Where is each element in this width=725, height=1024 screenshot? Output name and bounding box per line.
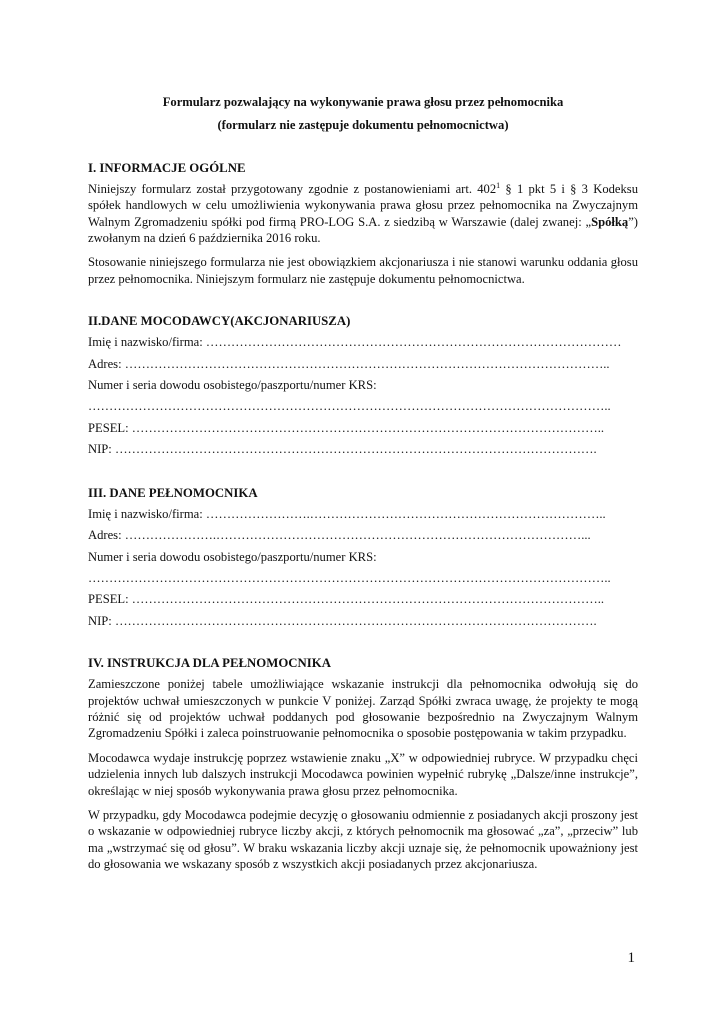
section-4-paragraph-2: Mocodawca wydaje instrukcję poprzez wstawienie znaku „X” w odpowiedniej rubryce. W przypadku chęci udzielenia innych lub dalszych instrukcji Mocodawca powinien wypełnić rubrykę „Dalsze/inne instrukcje”, określając w niej sposób wykonywania prawa głosu przez pełnomocnika. xyxy=(88,750,638,798)
principal-id-label: Numer i seria dowodu osobistego/paszportu/numer KRS: xyxy=(88,378,377,393)
proxy-nip-field[interactable]: NIP: ……………………………………………………………………………………………………. xyxy=(88,613,597,628)
section-3-heading: III. DANE PEŁNOMOCNIKA xyxy=(88,485,258,500)
company-short-name: Spółką xyxy=(591,214,629,229)
principal-address-field[interactable]: Adres: …………………………………………………………………………………………………….. xyxy=(88,356,610,371)
proxy-id-label: Numer i seria dowodu osobistego/paszportu/numer KRS: xyxy=(88,549,377,564)
document-title: Formularz pozwalający na wykonywanie prawa głosu przez pełnomocnika xyxy=(162,95,564,109)
section-4-paragraph-3: W przypadku, gdy Mocodawca podejmie decyzję o głosowaniu odmiennie z posiadanych akcji proszony jest o wskazanie w odpowiedniej rubryce liczby akcji, z których pełnomocnik ma głosować „za”, „przeciw” lub ma „wstrzymać się od głosu”. W braku wskazania liczby akcji uznaje się, że pełnomocnik upoważniony jest do głosowania we wskazany sposób z wszystkich akcji posiadanych przez akcjonariusza. xyxy=(88,807,638,872)
proxy-id-field[interactable]: …………………………………………………………………………………………………………….. xyxy=(88,570,611,585)
document-subtitle: (formularz nie zastępuje dokumentu pełnomocnictwa) xyxy=(217,118,509,133)
section-1-paragraph-1-text-c: ”) zwołanym na dzień 6 października 2016 roku. xyxy=(88,214,638,246)
section-1-heading: I. INFORMACJE OGÓLNE xyxy=(88,160,246,175)
section-1-paragraph-1-text-b: § 1 pkt 5 i § 3 Kodeksu spółek handlowych w celu umożliwienia wykonywania prawa głosu przez pełnomocnika na Zwyczajnym Walnym Zgromadzeniu spółki pod firmą PRO-LOG S.A. z siedzibą w Warszawie (dalej zwanej: „ xyxy=(88,181,638,229)
principal-pesel-field[interactable]: PESEL: ………………………………………………………………………………………………….. xyxy=(88,420,604,435)
proxy-pesel-field[interactable]: PESEL: ………………………………………………………………………………………………….. xyxy=(88,592,604,607)
section-2-heading: II.DANE MOCODAWCY(AKCJONARIUSZA) xyxy=(88,314,351,329)
principal-name-field[interactable]: Imię i nazwisko/firma: ……………………………………………………………………………………… xyxy=(88,335,622,350)
section-1-paragraph-1-text-a: Niniejszy formularz został przygotowany zgodnie z postanowieniami art. 402 xyxy=(88,181,497,196)
principal-id-field[interactable]: …………………………………………………………………………………………………………….. xyxy=(88,399,611,414)
document-content xyxy=(88,94,638,873)
section-4-paragraph-1: Zamieszczone poniżej tabele umożliwiające wskazanie instrukcji dla pełnomocnika odwołują się do projektów uchwał umieszczonych w punkcie V poniżej. Zarząd Spółki zwraca uwagę, że projekty te mogą różnić się od projektów uchwał poddanych pod głosowanie bezpośrednio na Zwyczajnym Walnym Zgromadzeniu Spółki i zaleca poinstruowanie pełnomocnika o sposobie postępowania w takim przypadku. xyxy=(88,677,638,741)
section-1-paragraph-2: Stosowanie niniejszego formularza nie jest obowiązkiem akcjonariusza i nie stanowi warunku oddania głosu przez pełnomocnika. Niniejszym formularz nie zastępuje dokumentu pełnomocnictwa. xyxy=(88,255,638,286)
section-1-paragraph-1 xyxy=(88,181,638,247)
proxy-address-field[interactable]: Adres: ………………….……………………………………………………………………………... xyxy=(88,528,591,543)
page-number: 1 xyxy=(627,950,635,966)
proxy-name-field[interactable]: Imię i nazwisko/firma: …………………….…………………………………………………………….. xyxy=(88,506,606,521)
article-superscript: 1 xyxy=(496,180,501,190)
principal-nip-field[interactable]: NIP: ……………………………………………………………………………………………………. xyxy=(88,442,597,457)
section-4-heading: IV. INSTRUKCJA DLA PEŁNOMOCNIKA xyxy=(88,656,331,671)
